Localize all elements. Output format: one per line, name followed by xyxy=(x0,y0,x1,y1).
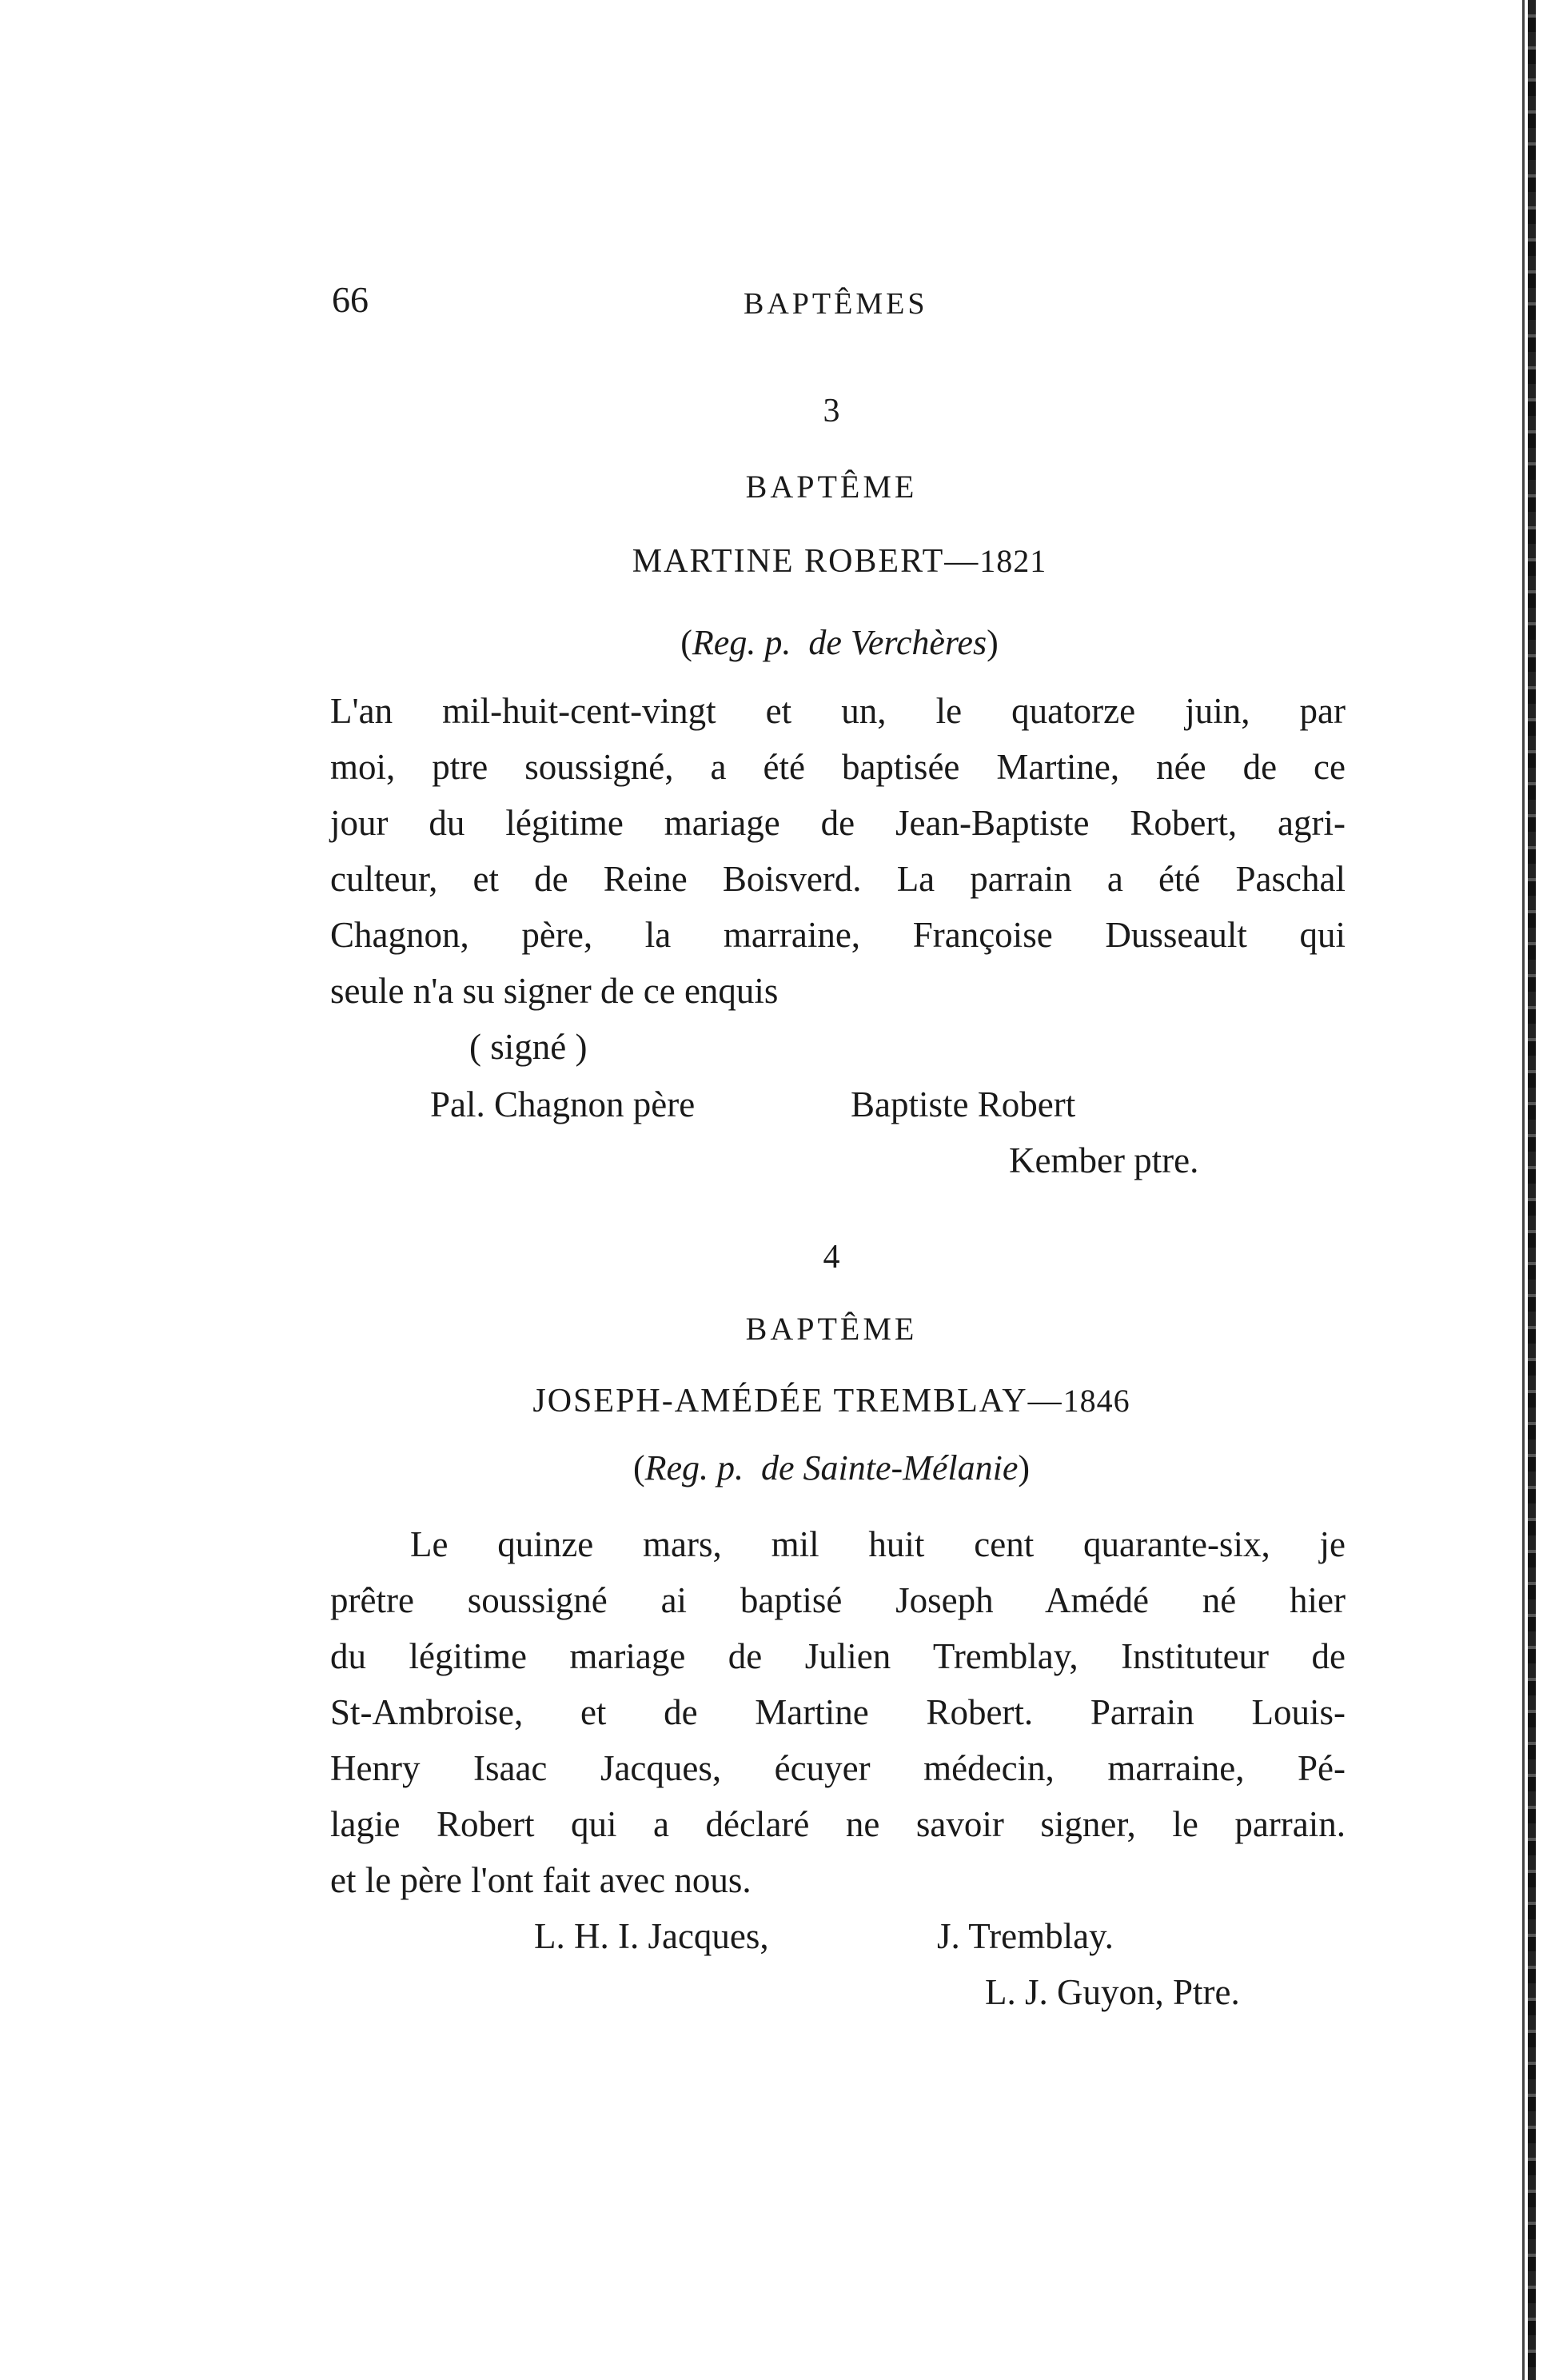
entry-subject xyxy=(448,1382,1215,1420)
body-line: lagie Robert qui a déclaré ne savoir signer, le parrain. xyxy=(330,1804,1346,1844)
signature: Baptiste Robert xyxy=(851,1084,1076,1124)
entry-heading: BAPTÊME xyxy=(745,469,918,505)
source-close-paren: ) xyxy=(1018,1448,1031,1488)
signature: J. Tremblay. xyxy=(937,1916,1114,1956)
subject-year: 1821 xyxy=(979,543,1047,579)
source-place: de Sainte-Mélanie xyxy=(761,1448,1019,1488)
source-close-paren: ) xyxy=(987,623,999,662)
page-edge-shadow xyxy=(1497,0,1547,2380)
source-register: Reg. p. xyxy=(644,1448,744,1488)
body-line: moi, ptre soussigné, a été baptisée Martine, née de ce xyxy=(330,747,1346,787)
entry-number: 4 xyxy=(823,1239,840,1276)
body-line: jour du légitime mariage de Jean-Baptiste Robert, agri- xyxy=(330,803,1346,843)
entry-heading: BAPTÊME xyxy=(745,1311,918,1347)
signature: Kember ptre. xyxy=(1009,1140,1199,1180)
subject-dash: — xyxy=(944,543,980,580)
body-line: Le quinze mars, mil huit cent quarante-six, je xyxy=(410,1524,1346,1564)
register-source xyxy=(512,1448,1151,1488)
signed-label: ( signé ) xyxy=(469,1027,588,1067)
source-place: de Verchères xyxy=(808,623,987,662)
body-line: du légitime mariage de Julien Tremblay, Instituteur de xyxy=(330,1636,1346,1676)
subject-dash: — xyxy=(1027,1383,1063,1420)
entry-number: 3 xyxy=(823,393,840,429)
subject-name: JOSEPH-AMÉDÉE TREMBLAY xyxy=(532,1383,1028,1420)
entry-subject xyxy=(560,542,1119,581)
body-line: St-Ambroise, et de Martine Robert. Parrain Louis- xyxy=(330,1692,1346,1732)
source-open-paren: ( xyxy=(680,623,692,662)
page-edge-strip xyxy=(1528,0,1536,2380)
body-line: prêtre soussigné ai baptisé Joseph Amédé né hier xyxy=(330,1580,1346,1620)
body-line: Chagnon, père, la marraine, Françoise Dusseault qui xyxy=(330,915,1346,955)
subject-year: 1846 xyxy=(1063,1383,1130,1419)
signature: L. J. Guyon, Ptre. xyxy=(985,1972,1240,2012)
body-line: et le père l'ont fait avec nous. xyxy=(330,1860,752,1900)
signature: Pal. Chagnon père xyxy=(430,1084,696,1124)
source-register: Reg. p. xyxy=(692,623,791,662)
running-head: BAPTÊMES xyxy=(744,287,928,321)
register-source xyxy=(560,622,1119,663)
page-number: 66 xyxy=(332,279,369,320)
body-line: L'an mil-huit-cent-vingt et un, le quatorze juin, par xyxy=(330,691,1346,731)
subject-name: MARTINE ROBERT xyxy=(632,543,945,580)
page-edge-line xyxy=(1522,0,1525,2380)
body-line: culteur, et de Reine Boisverd. La parrain a été Paschal xyxy=(330,859,1346,899)
signature: L. H. I. Jacques, xyxy=(534,1916,769,1956)
body-line: seule n'a su signer de ce enquis xyxy=(330,971,779,1011)
body-line: Henry Isaac Jacques, écuyer médecin, marraine, Pé- xyxy=(330,1748,1346,1788)
source-open-paren: ( xyxy=(632,1448,645,1488)
